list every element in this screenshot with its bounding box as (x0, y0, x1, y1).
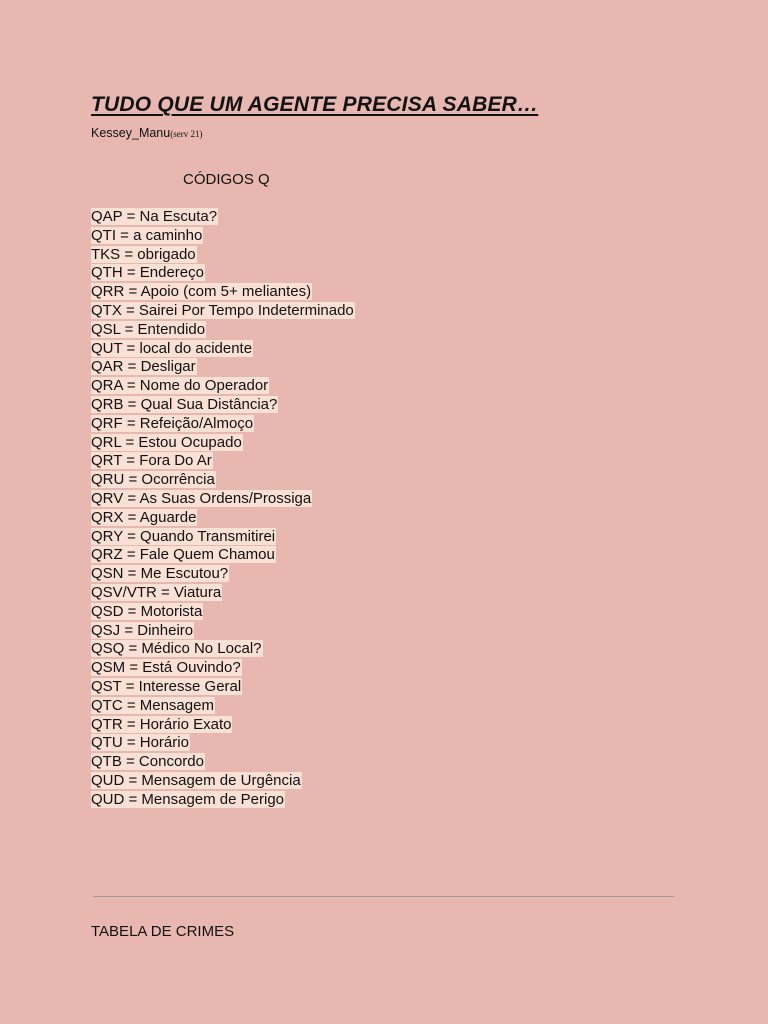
q-code-entry: QUT = local do acidente (91, 339, 253, 357)
list-item (91, 697, 355, 716)
q-code-entry: QTR = Horário Exato (91, 715, 232, 733)
q-code-entry: QTB = Concordo (91, 753, 204, 771)
q-code-entry: TKS = obrigado (91, 245, 196, 263)
list-item (91, 396, 355, 415)
list-item (91, 434, 355, 453)
list-item (91, 640, 355, 659)
section-heading-q-codes: CÓDIGOS Q (183, 171, 270, 188)
q-code-entry: QRL = Estou Ocupado (91, 433, 242, 451)
list-item (91, 772, 355, 791)
q-code-entry: QTC = Mensagem (91, 696, 214, 714)
q-code-entry: QUD = Mensagem de Perigo (91, 790, 285, 808)
list-item (91, 358, 355, 377)
q-code-entry: QRF = Refeição/Almoço (91, 414, 254, 432)
q-code-entry: QRA = Nome do Operador (91, 377, 269, 395)
server-label: (serv 21) (170, 129, 203, 139)
q-code-entry: QSJ = Dinheiro (91, 621, 194, 639)
list-item (91, 716, 355, 735)
q-code-entry: QSQ = Médico No Local? (91, 640, 262, 658)
list-item (91, 584, 355, 603)
q-code-entry: QSL = Entendido (91, 320, 206, 338)
q-code-entry: QRZ = Fale Quem Chamou (91, 546, 275, 564)
horizontal-divider (93, 896, 674, 897)
q-code-entry: QUD = Mensagem de Urgência (91, 771, 301, 789)
list-item (91, 490, 355, 509)
q-code-entry: QRV = As Suas Ordens/Prossiga (91, 489, 312, 507)
list-item (91, 471, 355, 490)
q-code-entry: QTH = Endereço (91, 264, 204, 282)
q-code-entry: QSM = Está Ouvindo? (91, 659, 241, 677)
list-item (91, 659, 355, 678)
q-codes-list (91, 208, 355, 810)
q-code-entry: QTX = Sairei Por Tempo Indeterminado (91, 301, 354, 319)
list-item (91, 246, 355, 265)
list-item (91, 509, 355, 528)
q-code-entry: QRY = Quando Transmitirei (91, 527, 276, 545)
section-heading-crimes-table: TABELA DE CRIMES (91, 923, 235, 940)
list-item (91, 546, 355, 565)
q-code-entry: QRR = Apoio (com 5+ meliantes) (91, 283, 312, 301)
list-item (91, 603, 355, 622)
list-item (91, 283, 355, 302)
q-code-entry: QSV/VTR = Viatura (91, 583, 222, 601)
list-item (91, 208, 355, 227)
author-name: Kessey_Manu (91, 126, 171, 140)
list-item (91, 340, 355, 359)
list-item (91, 622, 355, 641)
list-item (91, 377, 355, 396)
q-code-entry: QSD = Motorista (91, 602, 203, 620)
q-code-entry: QRX = Aguarde (91, 508, 197, 526)
list-item (91, 528, 355, 547)
list-item (91, 452, 355, 471)
list-item (91, 678, 355, 697)
author-line (91, 126, 202, 140)
q-code-entry: QST = Interesse Geral (91, 677, 242, 695)
list-item (91, 321, 355, 340)
list-item (91, 753, 355, 772)
q-code-entry: QRT = Fora Do Ar (91, 452, 212, 470)
list-item (91, 734, 355, 753)
list-item (91, 415, 355, 434)
list-item (91, 264, 355, 283)
q-code-entry: QTU = Horário (91, 734, 189, 752)
list-item (91, 791, 355, 810)
q-code-entry: QSN = Me Escutou? (91, 565, 229, 583)
list-item (91, 302, 355, 321)
document-title: TUDO QUE UM AGENTE PRECISA SABER… (91, 93, 539, 116)
q-code-entry: QAP = Na Escuta? (91, 208, 218, 225)
q-code-entry: QTI = a caminho (91, 226, 203, 244)
q-code-entry: QRU = Ocorrência (91, 471, 215, 489)
q-code-entry: QAR = Desligar (91, 358, 196, 376)
list-item (91, 227, 355, 246)
list-item (91, 565, 355, 584)
q-code-entry: QRB = Qual Sua Distância? (91, 395, 278, 413)
